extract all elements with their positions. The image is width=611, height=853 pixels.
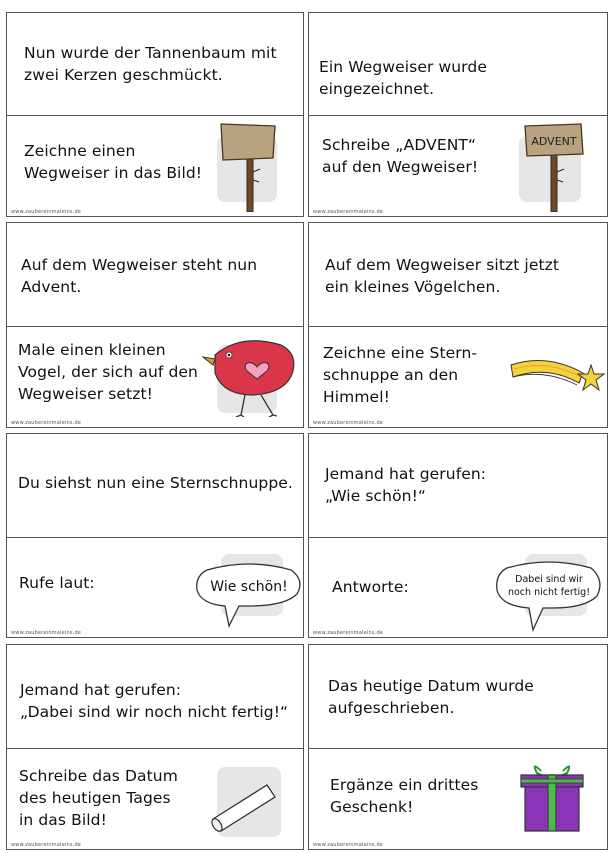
card-task [309, 325, 607, 427]
task-text: Rufe laut: [19, 574, 95, 592]
task-text: Male einen kleinen Vogel, der sich auf den Wegweiser setzt! [18, 341, 198, 403]
card-task [7, 114, 303, 216]
footer-url: www.zaubereinmaleins.de [11, 630, 82, 636]
speech-bubble-icon [493, 560, 605, 636]
statement-text: Nun wurde der Tannenbaum mit zwei Kerzen geschmückt. [24, 44, 277, 84]
card-statement [7, 434, 303, 538]
bubble-text-line-1: Dabei sind wir [515, 574, 583, 585]
task-card-1 [6, 12, 304, 217]
footer-url: www.zaubereinmaleins.de [313, 420, 384, 426]
task-card-4 [308, 222, 608, 428]
task-card-5 [6, 433, 304, 638]
card-task [309, 536, 607, 637]
statement-text: Ein Wegweiser wurde eingezeichnet. [319, 58, 487, 98]
advent-signpost-icon [521, 122, 591, 212]
task-card-8 [308, 644, 608, 850]
card-statement [7, 13, 303, 116]
statement-text: Auf dem Wegweiser steht nun Advent. [21, 256, 258, 296]
task-text: Antworte: [332, 578, 409, 596]
card-statement [309, 223, 607, 327]
bird-icon [201, 337, 301, 417]
statement-text: Jemand hat gerufen: „Wie schön!“ [325, 465, 487, 505]
footer-url: www.zaubereinmaleins.de [11, 842, 82, 848]
task-card-6 [308, 433, 608, 638]
footer-url: www.zaubereinmaleins.de [313, 630, 384, 636]
footer-url: www.zaubereinmaleins.de [313, 209, 384, 215]
card-task [7, 325, 303, 427]
card-task [309, 114, 607, 216]
footer-url: www.zaubereinmaleins.de [11, 209, 82, 215]
card-statement [309, 434, 607, 538]
task-card-2 [308, 12, 608, 217]
bubble-text: Wie schön! [210, 579, 288, 595]
statement-text: Das heutige Datum wurde aufgeschrieben. [328, 677, 534, 717]
bubble-text-line-2: noch nicht fertig! [507, 587, 591, 598]
task-text: Zeichne einen Wegweiser in das Bild! [24, 142, 203, 182]
task-text: Ergänze ein drittes Geschenk! [330, 776, 479, 816]
task-text: Schreibe „ADVENT“ auf den Wegweiser! [322, 136, 479, 176]
card-task [7, 747, 303, 849]
card-statement [7, 223, 303, 327]
card-statement [309, 13, 607, 116]
card-statement [309, 645, 607, 749]
speech-bubble-icon [193, 560, 305, 632]
task-text: Zeichne eine Stern- schnuppe an den Himmel! [323, 344, 478, 406]
shooting-star-icon [507, 343, 607, 403]
task-card-3 [6, 222, 304, 428]
task-card-7 [6, 644, 304, 850]
card-task [309, 747, 607, 849]
card-statement [7, 645, 303, 749]
chalk-icon [205, 777, 285, 837]
footer-url: www.zaubereinmaleins.de [11, 420, 82, 426]
sign-label: ADVENT [531, 135, 577, 148]
task-text: Schreibe das Datum des heutigen Tages in das Bild! [19, 767, 178, 829]
signpost-icon [215, 122, 285, 212]
card-task [7, 536, 303, 637]
statement-text: Du siehst nun eine Sternschnuppe. [18, 474, 293, 492]
statement-text: Jemand hat gerufen: „Dabei sind wir noch nicht fertig!“ [20, 681, 289, 721]
statement-text: Auf dem Wegweiser sitzt jetzt ein kleines Vögelchen. [325, 256, 560, 296]
footer-url: www.zaubereinmaleins.de [313, 842, 384, 848]
gift-icon [517, 763, 587, 835]
